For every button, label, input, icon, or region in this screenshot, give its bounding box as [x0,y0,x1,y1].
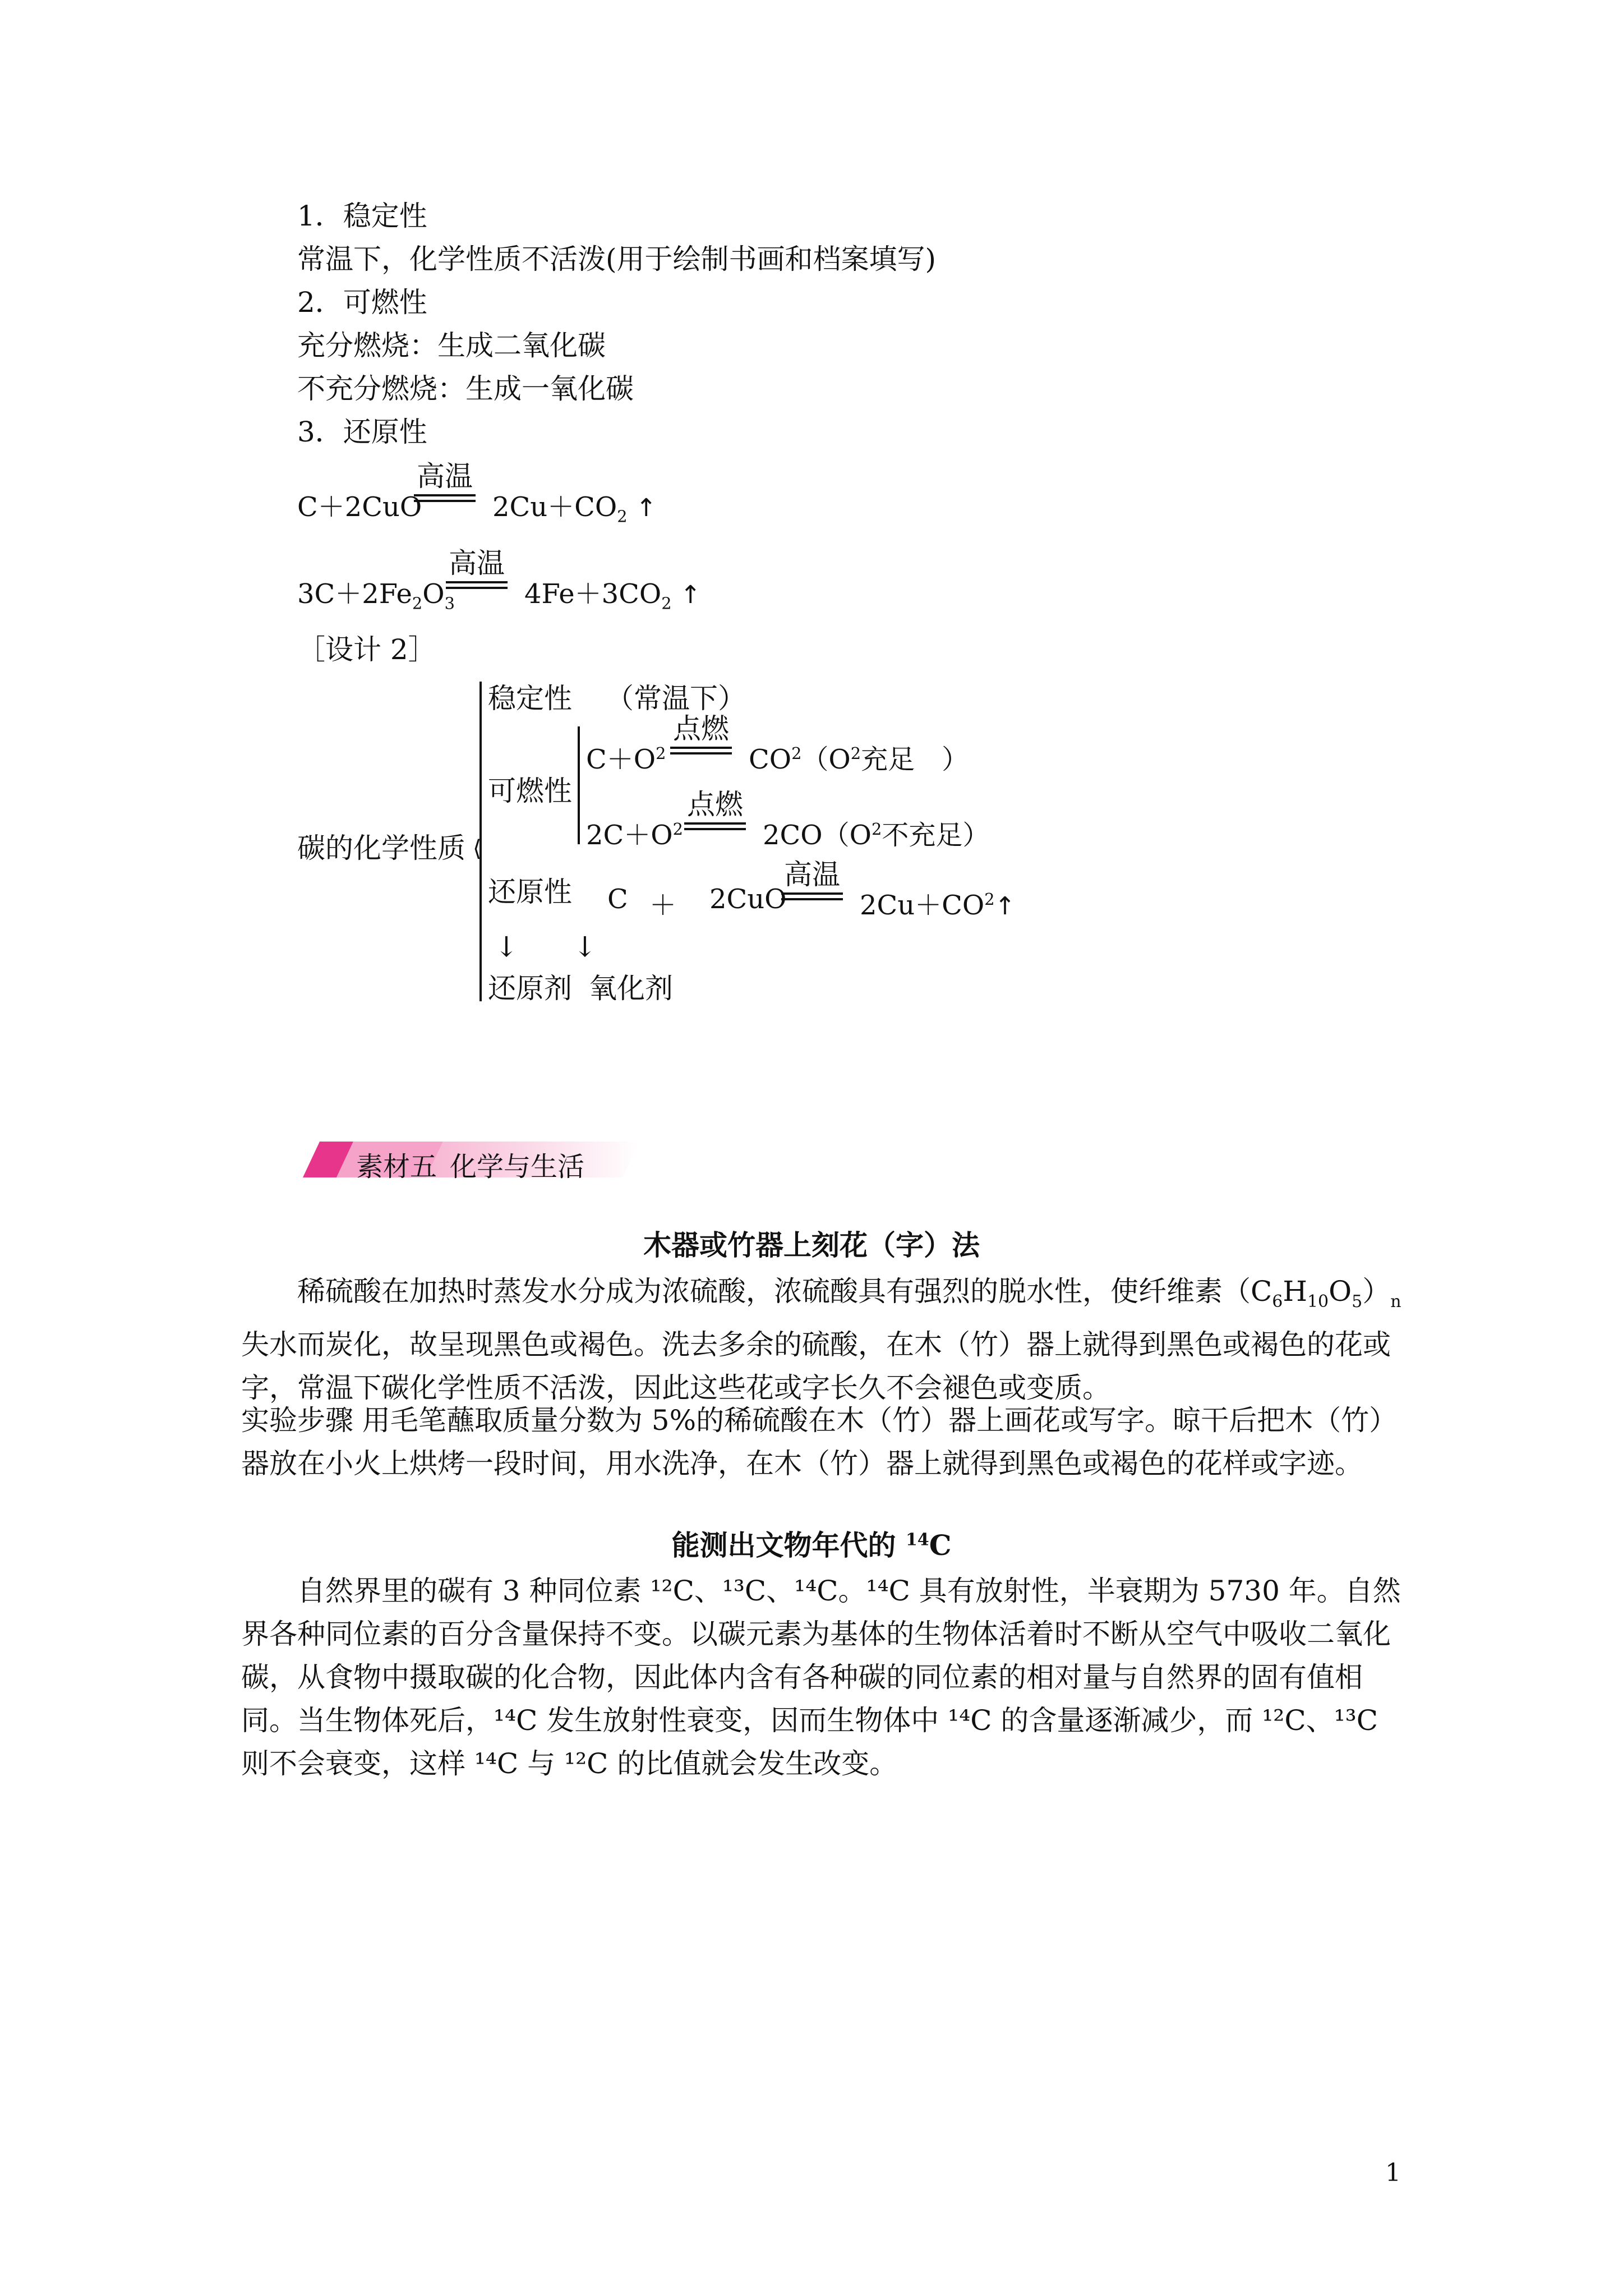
banner-title: 化学与生活 [450,1151,585,1182]
combust-eq2-note-a: （O [822,820,872,851]
reduce-plus: ＋ [649,890,677,921]
combust-eq1-condition-label: 点燃 [673,712,729,745]
eq2-sub: 2 [661,593,672,613]
combustibility-label: 可燃性 [488,775,572,807]
oxidizer-label: 氧化剂 [589,972,673,1005]
eq1-reactants: C＋2CuO [297,491,422,523]
heading-combustibility: 2．可燃性 [297,286,427,319]
a1p1-b: H [1283,1275,1307,1308]
combust-eq1-condition [670,714,732,754]
stable-label: 稳定性 [488,682,572,715]
eq1-equal-sign [414,494,476,502]
eq1-sub: 2 [617,507,628,526]
combust-eq1-note-a: （O [801,744,851,775]
gas-up-arrow-icon: ↑ [680,581,701,609]
combust-eq2-right-text: 2CO [763,820,823,851]
combust-eq1-note-b: 充足 ） [861,744,969,775]
combust-eq2-sup: 2 [672,820,683,839]
eq2-reactants-a: 3C＋2Fe [297,578,412,610]
reduce-cuo: 2CuO [709,884,787,915]
eq2-equal-sign [446,581,508,589]
oxidizer-arrow-icon: ↓ [573,931,597,963]
article-2-title-b: C [929,1529,952,1562]
eq1-condition-label: 高温 [417,460,473,493]
a1p1-s1: 6 [1272,1292,1283,1312]
combust-eq2-note-b: 不充足） [882,820,990,851]
combust-eq1-left-text: C＋O [586,744,656,775]
eq2-sub-a: 2 [412,593,423,613]
heading-reducibility: 3．还原性 [297,416,427,448]
eq2-sub-b: 3 [444,593,455,613]
combust-eq2-equal-sign [684,822,746,830]
complete-combustion-text: 充分燃烧：生成二氧化碳 [297,329,606,362]
combust-eq2-right [763,813,989,852]
section-banner [303,1142,639,1182]
eq2-products-text: 4Fe＋3CO [524,578,662,610]
design-2-label: ［设计 2］ [297,633,436,666]
a1p1-s3: 5 [1352,1292,1363,1312]
combust-eq1-right [749,738,969,776]
eq1-condition [414,461,476,502]
a1p1-e: 失水而炭化，故呈现黑色或褐色。洗去多余的硫酸，在木（竹）器上就得到黑色或褐色的花或字，常温下碳化学性质不活泼，因此这些花或字长久不会褪色或变质。 [241,1328,1391,1404]
combust-eq1-sup2: 2 [791,744,802,763]
combust-eq2-left [586,813,683,852]
combust-eq1-left [586,738,666,776]
eq1-products [492,485,657,526]
eq2-condition [446,548,508,589]
article-2-paragraph: 自然界里的碳有 3 种同位素 ¹²C、¹³C、¹⁴C。¹⁴C 具有放射性，半衰期为 5730 年。自然界各种同位素的百分含量保持不变。以碳元素为基体的生物体活着时不断从空气中吸收二氧化碳，从食物中摄取碳的化合物，因此体内含有各种碳的同位素的相对量与自然界的固有值相同。当生物体死后，¹⁴C 发生放射性衰变，因而生物体中 ¹⁴C 的含量逐渐减少，而 ¹²C、¹³C 则不会衰变，这样 ¹⁴C 与 ¹²C 的比值就会发生改变。 [241,1575,1401,1780]
incomplete-combustion-text: 不充分燃烧：生成一氧化碳 [297,372,634,405]
article-1-paragraph-1 [241,1270,1408,1410]
page-number: 1 [1385,2159,1401,2187]
a1p1-s4: n [1390,1292,1401,1312]
reduce-condition [781,859,843,900]
article-1-title: 木器或竹器上刻花（字）法 [643,1228,980,1262]
combust-eq1-right-text: CO [749,744,792,775]
combust-eq1-equal-sign [670,747,732,754]
stability-description: 常温下，化学性质不活泼(用于绘制书画和档案填写) [297,243,937,275]
combust-eq2-condition [684,789,746,830]
heading-stability: 1．稳定性 [297,200,427,232]
article-1-paragraph-2: 实验步骤 用毛笔蘸取质量分数为 5%的稀硫酸在木（竹）器上画花或写字。晾干后把木（竹）器放在小火上烘烤一段时间，用水洗净，在木（竹）器上就得到黑色或褐色的花样或字迹。 [241,1404,1398,1480]
reduce-products [860,884,1015,922]
article-2-title-sup: 14 [905,1530,929,1550]
gas-up-arrow-icon: ↑ [994,892,1016,921]
combust-eq1-note-sup: 2 [850,744,861,763]
stable-note: （常温下） [606,682,746,715]
combust-eq2-condition-label: 点燃 [687,788,743,821]
eq2-reactants [297,572,455,613]
eq2-products [524,572,701,613]
eq1-products-text: 2Cu＋CO [492,491,617,523]
eq2-condition-label: 高温 [449,547,505,579]
reduce-sup: 2 [984,890,995,909]
inner-brace [578,726,580,844]
a1p1-s2: 10 [1307,1292,1329,1312]
combust-eq2-note-sup: 2 [871,820,882,839]
a1p1-c: O [1329,1275,1352,1308]
reduce-condition-label: 高温 [784,858,840,891]
a1p1-a: 稀硫酸在加热时蒸发水分成为浓硫酸，浓硫酸具有强烈的脱水性，使纤维素（C [297,1275,1272,1308]
gas-up-arrow-icon: ↑ [635,494,657,522]
eq2-reactants-b: O [422,578,445,610]
reduce-equal-sign [781,892,843,900]
a1p1-d: ） [1362,1275,1391,1308]
article-2-title-a: 能测出文物年代的 [671,1529,906,1562]
reduce-carbon: C [607,884,628,915]
article-2-title [0,1529,1623,1562]
combust-eq2-left-text: 2C＋O [586,820,673,851]
reducibility-label: 还原性 [488,876,572,908]
reducer-arrow-icon: ↓ [495,931,518,963]
banner-tag: 素材五 [356,1151,437,1182]
reduce-products-text: 2Cu＋CO [860,890,985,921]
reducer-label: 还原剂 [488,972,572,1005]
diagram-root-label: 碳的化学性质 [297,832,465,864]
outer-brace-tip: ⟨ [473,836,482,862]
combust-eq1-sup: 2 [656,744,666,763]
